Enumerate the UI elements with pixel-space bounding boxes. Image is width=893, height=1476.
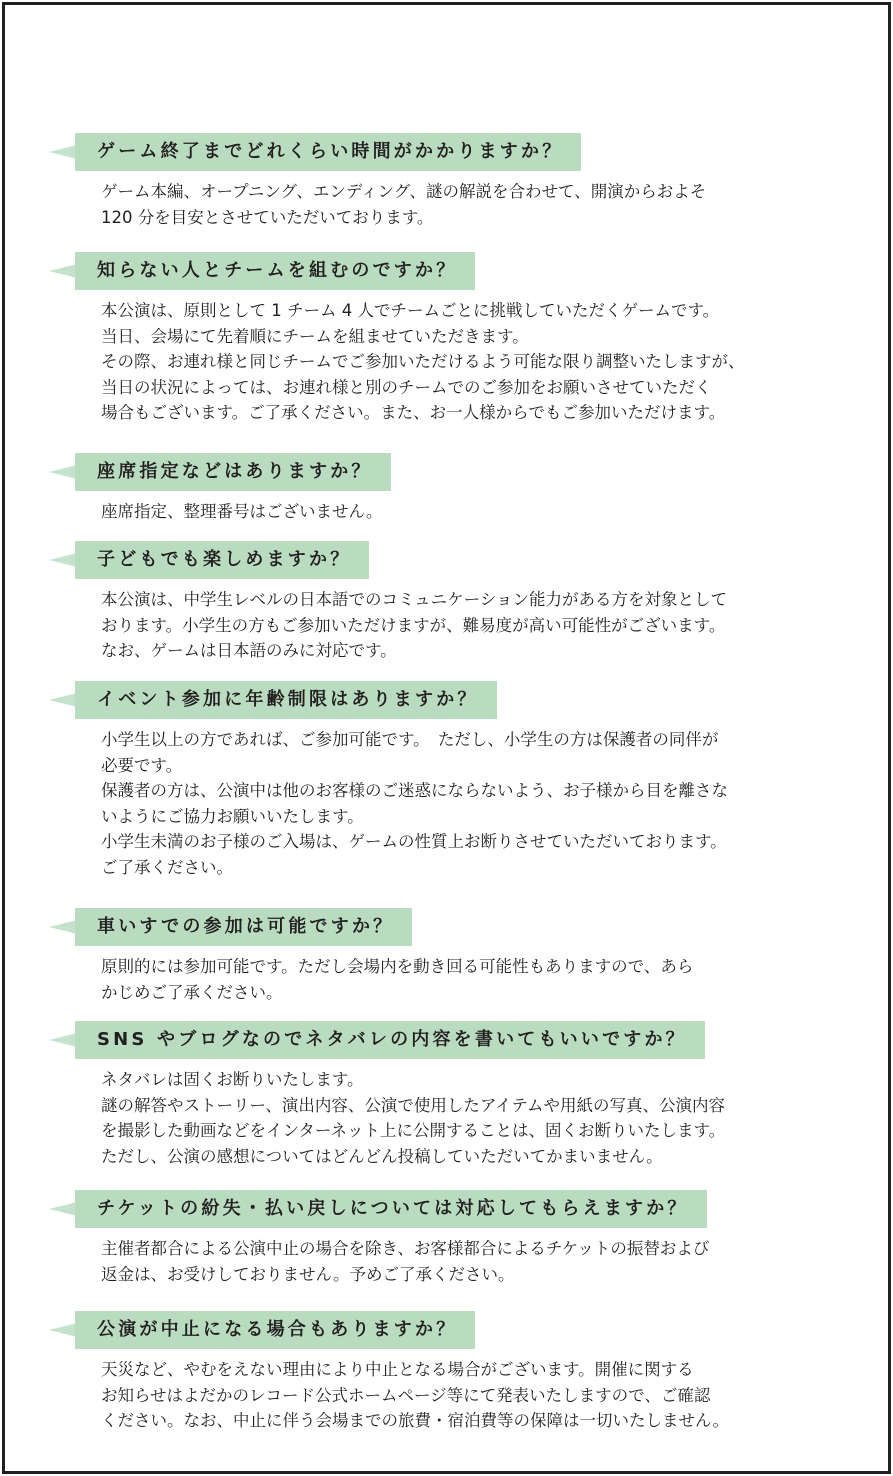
answer-line: 返金は、お受けしておりません。予めご了承ください。 [101,1264,515,1284]
answer-line: お知らせはよだかのレコード公式ホームページ等にて発表いたしますので、ご確認 [101,1385,711,1405]
answer-line: いようにご協力お願いいたします。 [101,806,364,826]
faq-item-children [5,541,888,664]
question-tag [5,681,888,719]
answer-line: 小学生未満のお子様のご入場は、ゲームの性質上お断りさせていただいております。 [101,832,727,851]
faq-item-wheelchair [5,908,888,1005]
tag-pointer [49,1323,77,1337]
question-label: 車いすでの参加は可能ですか？ [75,908,412,946]
question-tag [5,252,888,290]
tag-pointer [49,145,77,159]
answer-text [101,1236,861,1287]
question-tag [5,1311,888,1349]
answer-line: 主催者都合による公演中止の場合を除き、お客様都合によるチケットの振替および [101,1239,710,1258]
answer-line: その際、お連れ様と同じチームでご参加いただけるよう可能な限り調整いたしますが、 [101,352,745,371]
question-tag [5,133,888,171]
question-label: ゲーム終了までどれくらい時間がかかりますか？ [75,133,581,171]
faq-item-refund [5,1190,888,1287]
answer-line: ただし、公演の感想についてはどんどん投稿していただいてかまいません。 [101,1146,663,1166]
tag-pointer [49,920,77,934]
tag-pointer [49,1033,77,1047]
answer-line: かじめご了承ください。 [101,982,283,1002]
answer-line: を撮影した動画などをインターネット上に公開することは、固くお断りいたします。 [101,1121,726,1140]
tag-pointer [49,553,77,567]
answer-line: おります。小学生の方もご参加いただけますが、難易度が高い可能性がございます。 [101,615,726,635]
tag-pointer [49,465,77,479]
answer-line: ください。なお、中止に伴う会場までの旅費・宿泊費等の保障は一切いたしません。 [101,1411,729,1430]
answer-text [101,499,861,525]
answer-line: ご了承ください。 [101,857,233,877]
faq-item-age-limit [5,681,888,880]
answer-line: 場合もございます。ご了承ください。また、お一人様からでもご参加いただけます。 [101,403,726,422]
answer-text [101,1067,861,1169]
question-tag [5,453,888,491]
answer-text [101,179,861,230]
answer-line: ゲーム本編、オープニング、エンディング、謎の解説を合わせて、開演からおよそ [101,182,707,201]
tag-pointer [49,1202,77,1216]
answer-text [101,1357,861,1434]
faq-item-duration [5,133,888,230]
tag-pointer [49,264,77,278]
answer-text [101,587,861,664]
answer-line: 座席指定、整理番号はございません。 [101,502,383,521]
faq-item-seating [5,453,888,525]
answer-text [101,954,861,1005]
faq-item-cancellation [5,1311,888,1434]
answer-line: 本公演は、中学生レベルの日本語でのコミュニケーション能力がある方を対象として [101,590,728,609]
question-label: SNS やブログなのでネタバレの内容を書いてもいいですか？ [75,1021,705,1059]
answer-text [101,298,861,426]
answer-line: 原則的には参加可能です。ただし会場内を動き回る可能性もありますので、あら [101,957,694,976]
question-label: 知らない人とチームを組むのですか？ [75,252,475,290]
answer-text [101,727,861,880]
question-tag [5,908,888,946]
faq-item-spoilers [5,1021,888,1169]
answer-line: 保護者の方は、公演中は他のお客様のご迷惑にならないよう、お子様から目を離さな [101,781,728,800]
answer-line: 謎の解答やストーリー、演出内容、公演で使用したアイテムや用紙の写真、公演内容 [101,1095,726,1115]
tag-pointer [49,693,77,707]
question-tag [5,1190,888,1228]
question-label: 座席指定などはありますか？ [75,453,391,491]
answer-line: 当日、会場にて先着順にチームを組ませていただきます。 [101,326,529,346]
answer-line: 当日の状況によっては、お連れ様と別のチームでのご参加をお願いさせていただく [101,377,712,397]
faq-item-team [5,252,888,426]
answer-line: なお、ゲームは日本語のみに対応です。 [101,641,397,660]
answer-line: 必要です。 [101,755,183,775]
question-label: 公演が中止になる場合もありますか？ [75,1311,475,1349]
answer-line: 120 分を目安とさせていただいております。 [101,207,434,227]
question-label: 子どもでも楽しめますか？ [75,541,369,579]
answer-line: ネタバレは固くお断りいたします。 [101,1070,364,1089]
question-tag [5,541,888,579]
faq-panel [2,2,891,1474]
question-label: イベント参加に年齢制限はありますか？ [75,681,497,719]
question-tag [5,1021,888,1059]
answer-line: 天災など、やむをえない理由により中止となる場合がございます。開催に関する [101,1360,694,1379]
answer-line: 小学生以上の方であれば、ご参加可能です。 ただし、小学生の方は保護者の同伴が [101,730,719,749]
question-label: チケットの紛失・払い戻しについては対応してもらえますか？ [75,1190,707,1228]
answer-line: 本公演は、原則として 1 チーム 4 人でチームごとに挑戦していただくゲームです。 [101,301,720,320]
